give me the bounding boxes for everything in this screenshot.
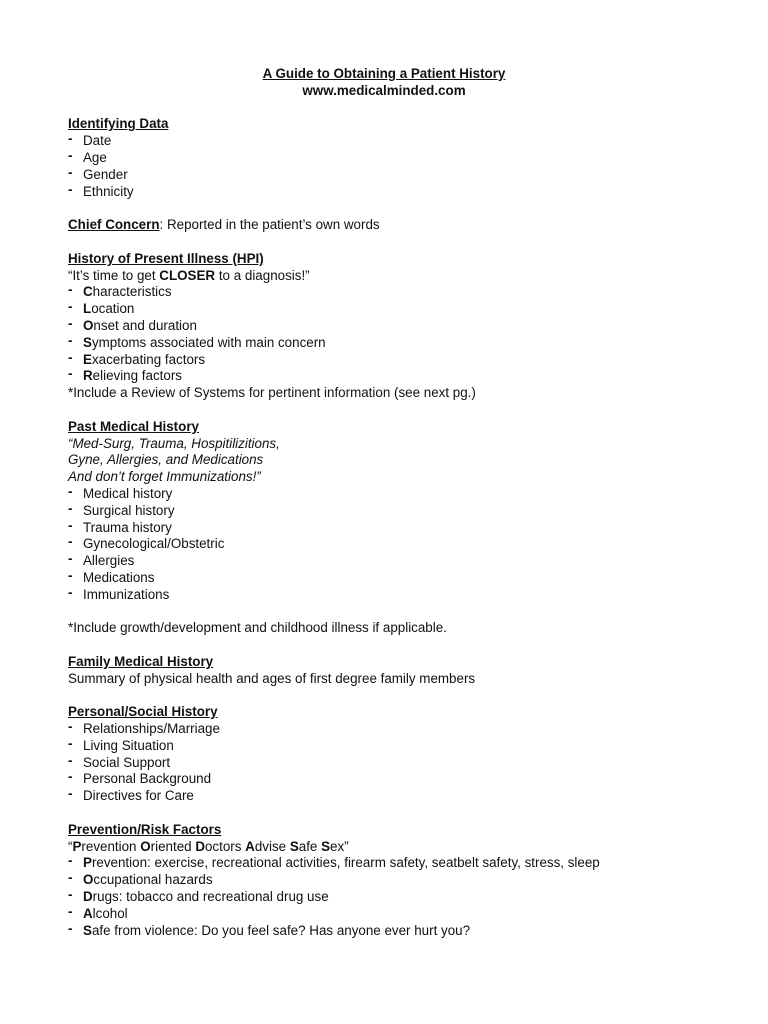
chief-concern-text: : Reported in the patient’s own words: [159, 217, 380, 233]
pmh-note: *Include growth/development and childhood illness if applicable.: [68, 620, 447, 636]
pmh-quote-line: “Med-Surg, Trauma, Hospitilizitions,: [68, 435, 280, 451]
list-item: - Characteristics: [68, 282, 172, 300]
list-item: - Social Support: [68, 752, 171, 770]
dash-bullet: -: [68, 786, 73, 802]
dash-bullet: -: [68, 315, 73, 331]
identifying-heading: Identifying Data: [68, 116, 169, 132]
dash-bullet: -: [68, 769, 73, 785]
list-item: - Medications: [68, 567, 155, 585]
list-item: - Personal Background: [68, 769, 212, 787]
dash-bullet: -: [68, 735, 73, 751]
list-item: - Occupational hazards: [68, 870, 213, 888]
chief-concern: [68, 217, 708, 234]
list-item: - Safe from violence: Do you feel safe? Has anyone ever hurt you?: [68, 920, 471, 938]
hpi-quote: “It’s time to get CLOSER to a diagnosis!”: [68, 267, 310, 283]
document-title: A Guide to Obtaining a Patient History: [262, 66, 506, 81]
dash-bullet: -: [68, 887, 73, 903]
dash-bullet: -: [68, 500, 73, 516]
list-item: - Prevention: exercise, recreational activities, firearm safety, seatbelt safety, stress, sleep: [68, 853, 600, 871]
list-item: - Medical history: [68, 483, 173, 501]
dash-bullet: -: [68, 517, 73, 533]
list-item: - Drugs: tobacco and recreational drug use: [68, 887, 329, 905]
list-item: - Surgical history: [68, 500, 175, 518]
list-item: - Gender: [68, 164, 128, 182]
pmh-heading: Past Medical History: [68, 418, 199, 434]
document-page: [68, 66, 708, 939]
list-item: - Symptoms associated with main concern: [68, 332, 326, 350]
dash-bullet: -: [68, 299, 73, 315]
website: www.medicalminded.com: [302, 82, 466, 98]
list-item: - Directives for Care: [68, 786, 194, 804]
pmh-quote-line: And don’t forget Immunizations!”: [68, 469, 261, 485]
dash-bullet: -: [68, 534, 73, 550]
list-item: - Age: [68, 147, 107, 165]
list-item: - Trauma history: [68, 517, 172, 535]
list-item: - Allergies: [68, 551, 135, 569]
dash-bullet: -: [68, 131, 73, 147]
dash-bullet: -: [68, 719, 73, 735]
list-item: - Location: [68, 299, 135, 317]
dash-bullet: -: [68, 181, 73, 197]
dash-bullet: -: [68, 920, 73, 936]
hpi-note: *Include a Review of Systems for pertinent information (see next pg.): [68, 385, 476, 401]
list-item: - Relationships/Marriage: [68, 719, 220, 737]
hpi-heading: History of Present Illness (HPI): [68, 250, 264, 266]
document-title-block: [68, 66, 700, 100]
dash-bullet: -: [68, 147, 73, 163]
dash-bullet: -: [68, 567, 73, 583]
list-item: - Ethnicity: [68, 181, 134, 199]
dash-bullet: -: [68, 164, 73, 180]
dash-bullet: -: [68, 366, 73, 382]
dash-bullet: -: [68, 853, 73, 869]
pmh-quote-line: Gyne, Allergies, and Medications: [68, 452, 264, 468]
dash-bullet: -: [68, 752, 73, 768]
dash-bullet: -: [68, 870, 73, 886]
list-item: - Relieving factors: [68, 366, 182, 384]
list-item: - Date: [68, 131, 112, 149]
social-heading: Personal/Social History: [68, 704, 218, 720]
list-item: - Living Situation: [68, 735, 174, 753]
list-item: - Exacerbating factors: [68, 349, 206, 367]
chief-concern-heading: Chief Concern: [68, 217, 160, 233]
list-item: - Immunizations: [68, 584, 170, 602]
dash-bullet: -: [68, 349, 73, 365]
dash-bullet: -: [68, 483, 73, 499]
family-text: Summary of physical health and ages of first degree family members: [68, 670, 476, 686]
dash-bullet: -: [68, 584, 73, 600]
list-item: - Alcohol: [68, 903, 128, 921]
dash-bullet: -: [68, 903, 73, 919]
list-item: - Onset and duration: [68, 315, 197, 333]
prevention-heading: Prevention/Risk Factors: [68, 821, 222, 837]
dash-bullet: -: [68, 282, 73, 298]
prevention-mnemonic: “Prevention Oriented Doctors Advise Safe Sex”: [68, 838, 349, 854]
dash-bullet: -: [68, 332, 73, 348]
family-heading: Family Medical History: [68, 653, 214, 669]
dash-bullet: -: [68, 551, 73, 567]
list-item: - Gynecological/Obstetric: [68, 534, 225, 552]
